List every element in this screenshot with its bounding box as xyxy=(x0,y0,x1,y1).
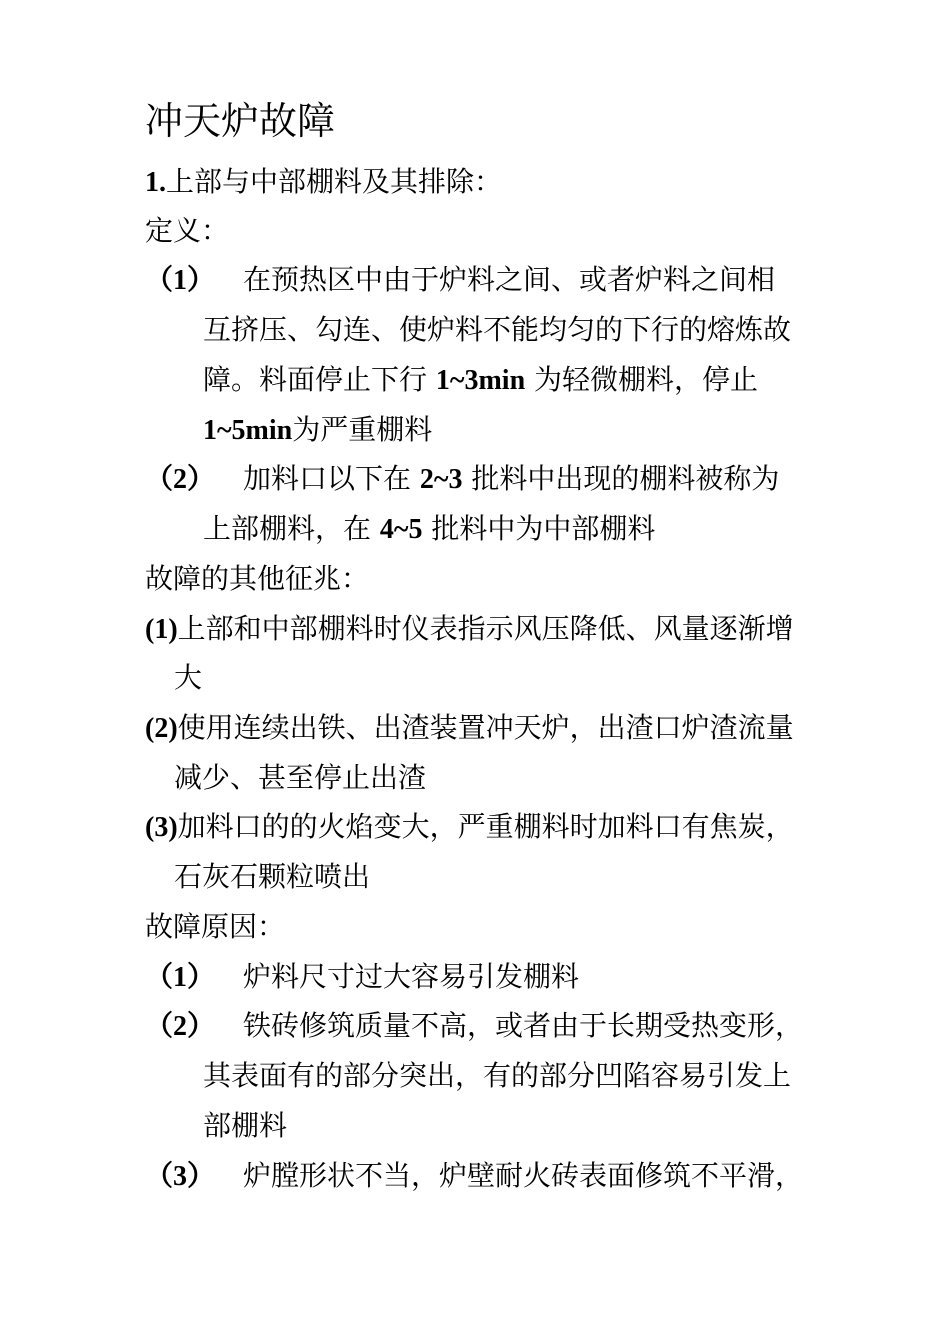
item-text: 使用连续出铁、出渣装置冲天炉，出渣口炉渣流量 xyxy=(177,711,794,744)
cause-item-1-line-1 xyxy=(145,957,579,998)
item-number: (2) xyxy=(145,713,178,744)
item-value: 1~5min xyxy=(203,415,293,446)
definition-item-1-line-4 xyxy=(203,410,432,451)
definition-item-2-line-2 xyxy=(203,509,655,550)
definition-label: 定义： xyxy=(145,214,230,247)
item-number: （2） xyxy=(145,1011,216,1042)
item-number: （1） xyxy=(145,265,216,296)
cause-item-2-line-2: 其表面有的部分突出，有的部分凹陷容易引发上 xyxy=(203,1059,792,1092)
item-value: 1~3min xyxy=(435,365,526,396)
cause-item-2-line-1 xyxy=(145,1006,803,1047)
item-text: 炉膛形状不当，炉壁耐火砖表面修筑不平滑， xyxy=(243,1159,804,1192)
section-number: 1. xyxy=(145,167,166,198)
section-heading-text: 上部与中部棚料及其排除： xyxy=(166,165,503,198)
item-text: 加料口的的火焰变大，严重棚料时加料口有焦炭， xyxy=(177,810,794,843)
cause-item-2-line-3: 部棚料 xyxy=(203,1109,288,1142)
item-text: 上部棚料，在 xyxy=(203,512,380,545)
item-text: 为严重棚料 xyxy=(292,413,433,446)
definition-item-1-line-3 xyxy=(203,360,758,401)
item-value: 4~5 xyxy=(379,514,423,545)
cause-item-3-line-1 xyxy=(145,1156,803,1197)
causes-label: 故障原因： xyxy=(145,910,286,943)
sign-item-3-line-2: 石灰石颗粒喷出 xyxy=(174,860,371,893)
sign-item-2-line-2: 减少、甚至停止出渣 xyxy=(174,761,427,794)
item-value: 2~3 xyxy=(419,464,463,495)
sign-item-1-line-1 xyxy=(145,609,794,650)
item-text: 铁砖修筑质量不高，或者由于长期受热变形， xyxy=(243,1009,804,1042)
item-text: 在预热区中由于炉料之间、或者炉料之间相 xyxy=(243,263,776,296)
item-text: 上部和中部棚料时仪表指示风压降低、风量逐渐增 xyxy=(177,612,794,645)
item-text: 炉料尺寸过大容易引发棚料 xyxy=(243,960,580,993)
item-number: (3) xyxy=(145,812,178,843)
item-text: 为轻微棚料，停止 xyxy=(525,363,759,396)
item-number: (1) xyxy=(145,614,178,645)
item-number: （1） xyxy=(145,962,216,993)
page-title: 冲天炉故障 xyxy=(145,99,336,143)
definition-item-1-line-2: 互挤压、勾连、使炉料不能均匀的下行的熔炼故 xyxy=(203,313,792,346)
item-number: （3） xyxy=(145,1161,216,1192)
definition-item-2-line-1 xyxy=(145,459,779,500)
item-text: 批料中出现的棚料被称为 xyxy=(462,462,780,495)
signs-label: 故障的其他征兆： xyxy=(145,562,370,595)
sign-item-2-line-1 xyxy=(145,708,794,749)
sign-item-3-line-1 xyxy=(145,807,794,848)
sign-item-1-line-2: 大 xyxy=(174,661,203,694)
section-heading xyxy=(145,162,502,203)
item-text: 障。料面停止下行 xyxy=(203,363,436,396)
item-number: （2） xyxy=(145,464,216,495)
item-text: 批料中为中部棚料 xyxy=(422,512,656,545)
definition-item-1-line-1 xyxy=(145,260,775,301)
item-text: 加料口以下在 xyxy=(243,462,420,495)
